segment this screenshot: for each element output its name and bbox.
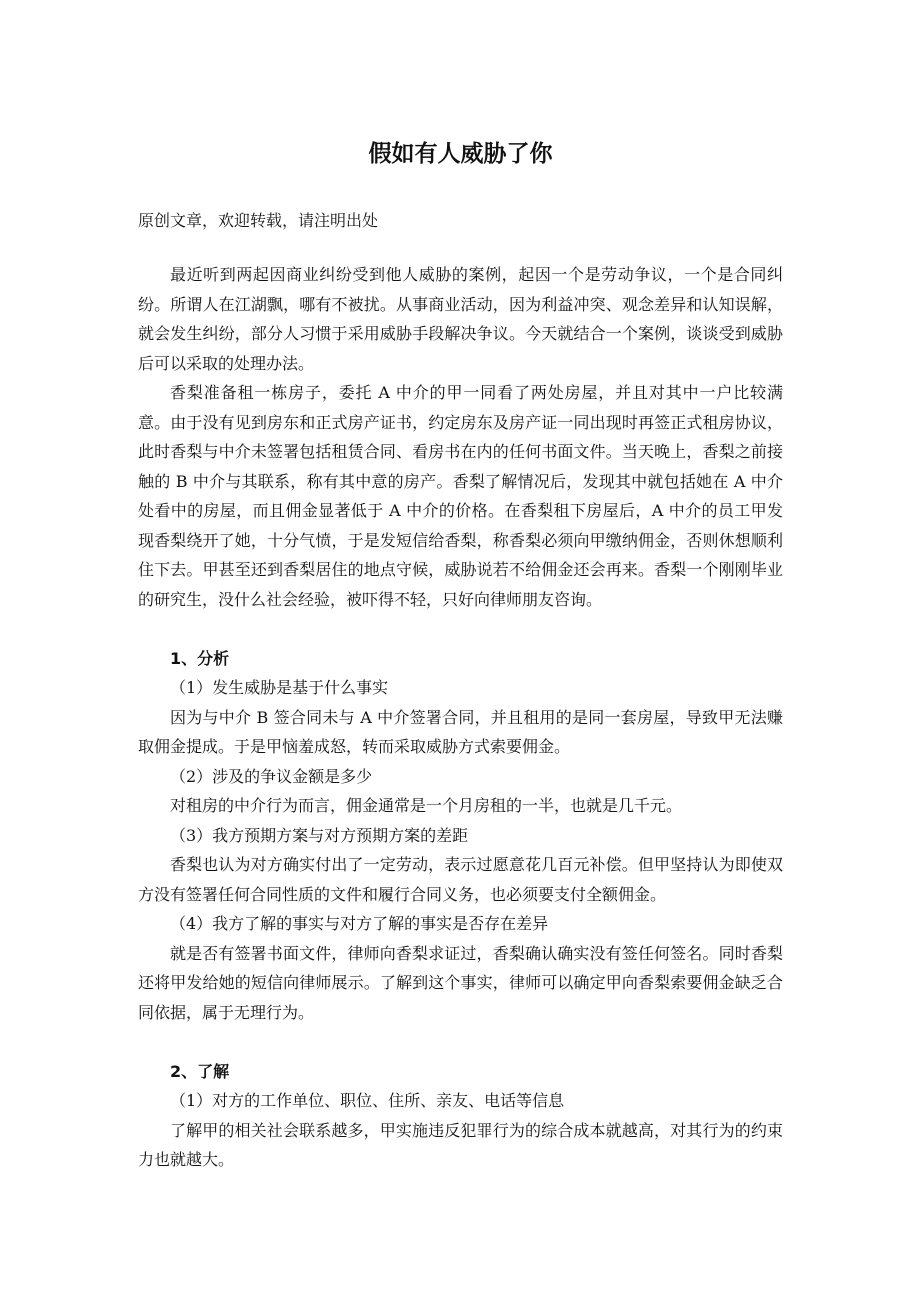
repost-note: 原创文章，欢迎转载，请注明出处 [138, 211, 379, 230]
analysis-answer-4: 就是否有签署书面文件，律师向香梨求证过，香梨确认确实没有签任何签名。同时香梨还将甲发给她的短信向律师展示。了解到这个事实，律师可以确定甲向香梨索要佣金缺乏合同依据，属于无理行为。 [138, 943, 783, 1022]
document-body [138, 260, 783, 1175]
analysis-answer-3: 香梨也认为对方确实付出了一定劳动，表示过愿意花几百元补偿。但甲坚持认为即使双方没有签署任何合同性质的文件和履行合同义务，也必须要支付全额佣金。 [138, 855, 783, 904]
section-heading-understand: 2、了解 [170, 1061, 230, 1081]
analysis-answer-2: 对租房的中介行为而言，佣金通常是一个月房租的一半，也就是几千元。 [170, 796, 683, 815]
intro-paragraph: 最近听到两起因商业纠纷受到他人威胁的案例，起因一个是劳动争议，一个是合同纠纷。所谓人在江湖飘，哪有不被扰。从事商业活动，因为利益冲突、观念差异和认知误解，就会发生纠纷，部分人习惯于采用威胁手段解决争议。今天就结合一个案例，谈谈受到威胁后可以采取的处理办法。 [138, 265, 783, 373]
analysis-question-3: （3）我方预期方案与对方预期方案的差距 [170, 825, 469, 845]
paragraph-spacer [138, 614, 783, 644]
analysis-question-2: （2）涉及的争议金额是多少 [170, 766, 373, 786]
understand-question-1: （1）对方的工作单位、职位、住所、亲友、电话等信息 [170, 1091, 565, 1110]
analysis-question-4: （4）我方了解的事实与对方了解的事实是否存在差异 [170, 914, 549, 933]
analysis-question-1: （1）发生威胁是基于什么事实 [170, 678, 389, 697]
document-title: 假如有人威胁了你 [368, 141, 553, 167]
paragraph-spacer [138, 1027, 783, 1057]
understand-answer-1: 了解甲的相关社会联系越多，甲实施违反犯罪行为的综合成本就越高，对其行为的约束力也就越大。 [138, 1120, 783, 1169]
section-heading-analysis: 1、分析 [170, 648, 230, 668]
case-paragraph: 香梨准备租一栋房子，委托 A 中介的甲一同看了两处房屋，并且对其中一户比较满意。由于没有见到房东和正式房产证书，约定房东及房产证一同出现时再签正式租房协议，此时香梨与中介未签署包括租赁合同、看房书在内的任何书面文件。当天晚上，香梨之前接触的 B 中介与其联系，称有其中意的房产。香梨了解情况后，发现其中就包括她在 A 中介处看中的房屋，而且佣金显著低于 A 中介的价格。在香梨租下房屋后，A 中介的员工甲发现香梨绕开了她，十分气愤，于是发短信给香梨，称香梨必须向甲缴纳佣金，否则休想顺利住下去。甲甚至还到香梨居住的地点守候，威胁说若不给佣金还会再来。香梨一个刚刚毕业的研究生，没什么社会经验，被吓得不轻，只好向律师朋友咨询。 [138, 383, 783, 609]
analysis-answer-1: 因为与中介 B 签合同未与 A 中介签署合同，并且租用的是同一套房屋，导致甲无法赚取佣金提成。于是甲恼羞成怒，转而采取威胁方式索要佣金。 [138, 707, 783, 756]
